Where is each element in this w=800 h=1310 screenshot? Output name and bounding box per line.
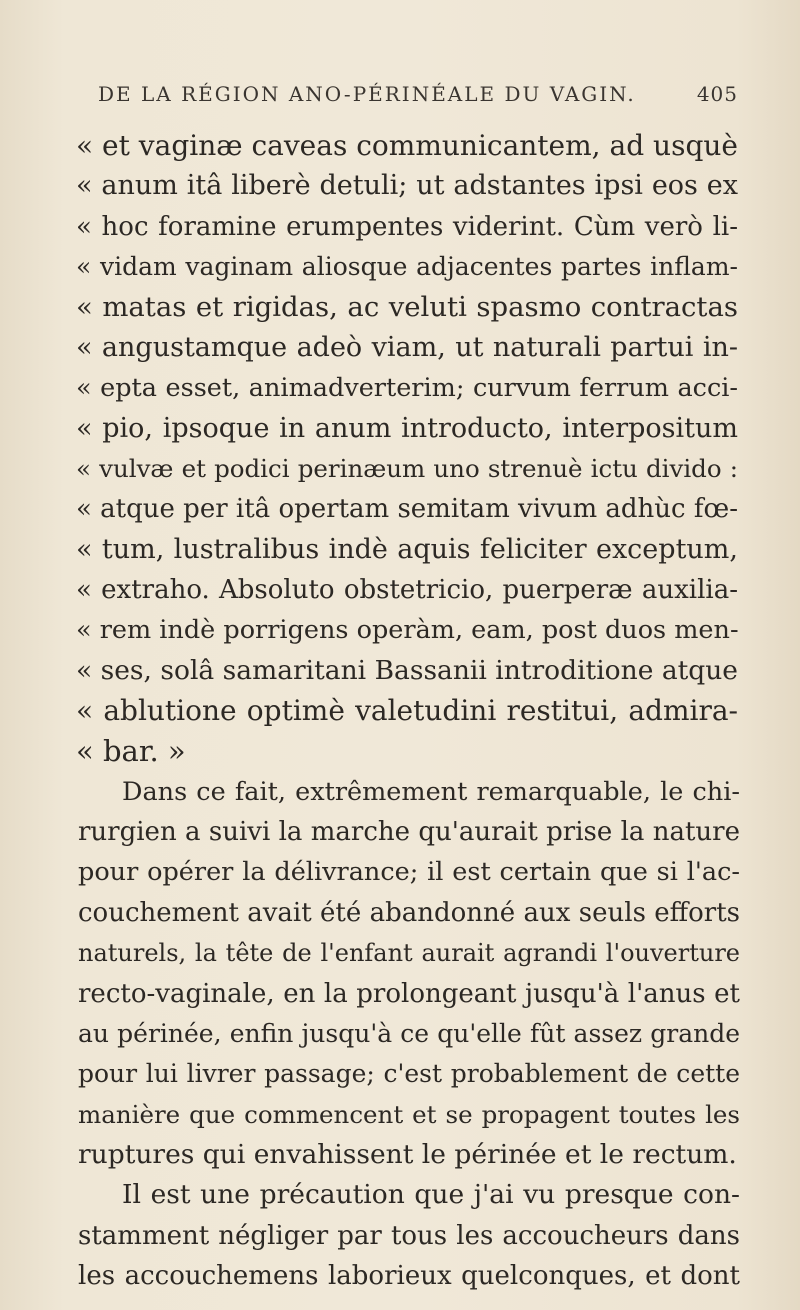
quote-line: « ablutione optimè valetudini restitui, admira- [76,694,738,727]
quote-line: « et vaginæ caveas communicantem, ad usquè [76,129,738,162]
prose-line: au périnée, enfin jusqu'à ce qu'elle fût assez grande [78,1018,740,1048]
running-title: DE LA RÉGION ANO-PÉRINÉALE DU VAGIN. [98,82,636,106]
prose-line: stamment négliger par tous les accoucheurs dans [78,1220,740,1251]
prose-line: couchement avait été abandonné aux seuls efforts [78,897,740,928]
prose-line: recto-vaginale, en la prolongeant jusqu'à l'anus et [78,978,740,1009]
prose-line: pour lui livrer passage; c'est probablement de cette [78,1059,740,1089]
quote-line: « extraho. Absoluto obstetricio, puerperæ auxilia- [76,574,738,605]
page-number: 405 [696,82,738,106]
quote-line: « vidam vaginam aliosque adjacentes partes inflam- [76,252,738,282]
quote-line: « angustamque adeò viam, ut naturali partui in- [76,331,738,363]
quote-line: « anum itâ liberè detuli; ut adstantes ipsi eos ex [76,170,738,202]
page-header [98,82,738,112]
prose-line: pour opérer la délivrance; il est certain que si l'ac- [78,857,740,888]
quote-line: « vulvæ et podici perinæum uno strenuè ictu divido : [76,453,738,483]
prose-line: manière que commencent et se propagent toutes les [78,1099,740,1129]
quote-line: « hoc foramine erumpentes viderint. Cùm verò li- [76,211,738,242]
quote-line: « epta esset, animadverterim; curvum ferrum acci- [76,373,738,404]
quote-line: « pio, ipsoque in anum introducto, interpositum [76,412,738,444]
prose-line: Il est une précaution que j'ai vu presque con- [122,1179,740,1211]
quote-line: « ses, solâ samaritani Bassanii introditione atque [76,654,738,686]
quote-line: « bar. » [76,734,186,769]
prose-line: ruptures qui envahissent le périnée et le rectum. [78,1138,737,1170]
quote-line: « matas et rigidas, ac veluti spasmo contractas [76,291,738,324]
prose-line: les accouchemens laborieux quelconques, et dont [78,1261,740,1291]
prose-line: rurgien a suivi la marche qu'aurait prise la nature [78,817,740,848]
quote-line: « rem indè porrigens operàm, eam, post duos men- [76,615,739,646]
prose-line: Dans ce fait, extrêmement remarquable, le chi- [122,776,740,807]
quote-line: « atque per itâ opertam semitam vivum adhùc fœ- [76,494,738,525]
quote-line: « tum, lustralibus indè aquis feliciter exceptum, [76,533,738,565]
prose-line: naturels, la tête de l'enfant aurait agrandi l'ouverture [78,939,740,968]
